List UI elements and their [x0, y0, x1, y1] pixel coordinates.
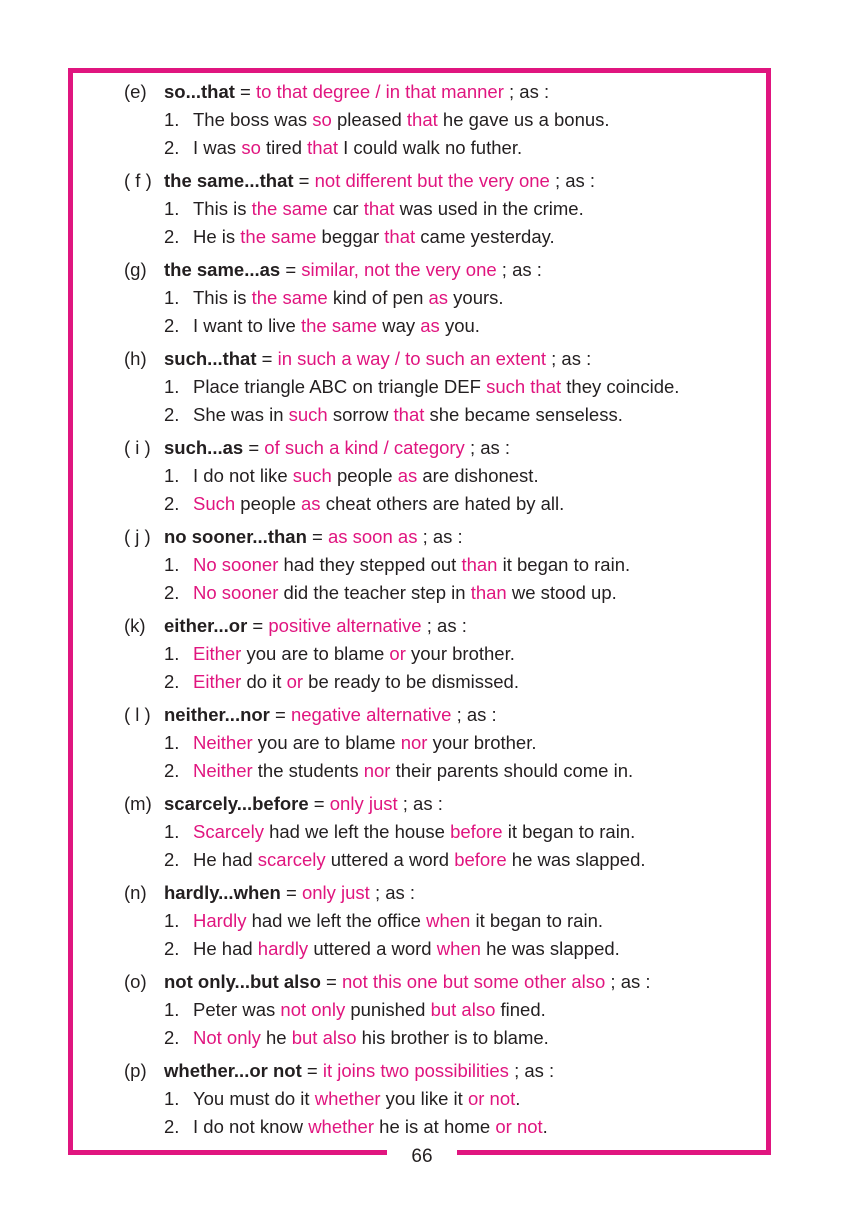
conjunction-section — [124, 434, 764, 518]
meaning-text: to that degree / in that manner — [256, 81, 504, 102]
section-label: (n) — [124, 882, 147, 903]
example-number: 2. — [164, 582, 180, 603]
highlighted-word: as — [420, 315, 440, 336]
highlighted-word: as — [301, 493, 321, 514]
highlighted-word: before — [454, 849, 507, 870]
example-sentence — [124, 640, 764, 668]
highlighted-word: or — [389, 643, 406, 664]
conjunction-section — [124, 968, 764, 1052]
example-number: 2. — [164, 849, 180, 870]
example-sentence — [124, 195, 764, 223]
meaning-text: as soon as — [327, 526, 418, 547]
sentence-text: it began to rain. — [497, 554, 631, 575]
section-label: (k) — [124, 615, 146, 636]
sentence-text: . — [515, 1088, 521, 1109]
sentence-text: You must do it — [193, 1088, 315, 1109]
sentence-text: he was slapped. — [506, 849, 646, 870]
meaning-text: not this one but some other also — [342, 971, 606, 992]
page-number: 66 — [387, 1145, 456, 1169]
conjunction-section — [124, 879, 764, 963]
sentence-text: I could walk no futher. — [338, 137, 523, 158]
conjunction-term: whether...or not — [164, 1060, 302, 1081]
sentence-text: uttered a word — [325, 849, 455, 870]
example-number: 1. — [164, 999, 180, 1020]
example-number: 2. — [164, 137, 180, 158]
conjunction-section — [124, 523, 764, 607]
highlighted-word: than — [470, 582, 507, 603]
sentence-text: I do not like — [193, 465, 293, 486]
sentence-text: he was slapped. — [480, 938, 620, 959]
highlighted-word: the same — [240, 226, 317, 247]
sentence-text: cheat others are hated by all. — [320, 493, 565, 514]
highlighted-word: or not — [495, 1116, 543, 1137]
section-header: (p) whether...or not = it joins two possibilities ; as : — [124, 1057, 764, 1085]
conjunction-section — [124, 790, 764, 874]
sentence-text: your brother. — [405, 643, 515, 664]
example-number: 2. — [164, 404, 180, 425]
highlighted-word: such — [292, 465, 332, 486]
sentence-text: He had — [193, 938, 258, 959]
conjunction-section — [124, 256, 764, 340]
section-label: ( j ) — [124, 526, 151, 547]
section-label: (g) — [124, 259, 147, 280]
example-number: 1. — [164, 910, 180, 931]
example-number: 1. — [164, 465, 180, 486]
sentence-text: had we left the office — [246, 910, 427, 931]
sentence-text: car — [327, 198, 364, 219]
page-number-area — [0, 1145, 844, 1169]
example-number: 2. — [164, 1116, 180, 1137]
example-sentence — [124, 579, 764, 607]
example-sentence — [124, 996, 764, 1024]
sentence-text: you are to blame — [241, 643, 390, 664]
meaning-text: it joins two possibilities — [322, 1060, 509, 1081]
highlighted-word: nor — [400, 732, 428, 753]
example-sentence — [124, 935, 764, 963]
highlighted-word: not only — [280, 999, 346, 1020]
sentence-text: had they stepped out — [278, 554, 462, 575]
conjunction-term: so...that — [164, 81, 235, 102]
page-content — [124, 78, 764, 1146]
section-header: ( l ) neither...nor = negative alternative ; as : — [124, 701, 764, 729]
highlighted-word: Neither — [193, 732, 253, 753]
example-sentence — [124, 134, 764, 162]
section-header: (e) so...that = to that degree / in that manner ; as : — [124, 78, 764, 106]
section-label: (h) — [124, 348, 147, 369]
example-number: 1. — [164, 643, 180, 664]
sentence-text: did the teacher step in — [278, 582, 471, 603]
example-number: 1. — [164, 1088, 180, 1109]
highlighted-word: or not — [467, 1088, 516, 1109]
example-sentence — [124, 401, 764, 429]
conjunction-term: neither...nor — [164, 704, 270, 725]
conjunction-term: the same...that — [164, 170, 294, 191]
example-sentence — [124, 668, 764, 696]
highlighted-word: that — [406, 109, 438, 130]
sentence-text: Place triangle ABC on triangle DEF — [193, 376, 487, 397]
highlighted-word: that — [307, 137, 339, 158]
sentence-text: I was — [193, 137, 242, 158]
conjunction-term: such...as — [164, 437, 244, 458]
sentence-text: Peter was — [193, 999, 281, 1020]
section-label: ( l ) — [124, 704, 151, 725]
sentence-text: He had — [193, 849, 258, 870]
highlighted-word: such that — [486, 376, 562, 397]
sentence-text: . — [542, 1116, 548, 1137]
highlighted-word: so — [241, 137, 261, 158]
highlighted-word: before — [450, 821, 503, 842]
meaning-text: only just — [301, 882, 370, 903]
sentence-text: she became senseless. — [424, 404, 623, 425]
highlighted-word: the same — [251, 198, 328, 219]
section-header: (k) either...or = positive alternative ; as : — [124, 612, 764, 640]
example-sentence — [124, 729, 764, 757]
sentence-text: I do not know — [193, 1116, 309, 1137]
section-header: ( i ) such...as = of such a kind / category ; as : — [124, 434, 764, 462]
section-header: (h) such...that = in such a way / to such an extent ; as : — [124, 345, 764, 373]
sentence-text: he is at home — [374, 1116, 496, 1137]
section-header: (m) scarcely...before = only just ; as : — [124, 790, 764, 818]
section-label: (e) — [124, 81, 147, 102]
example-sentence — [124, 907, 764, 935]
section-header: ( j ) no sooner...than = as soon as ; as : — [124, 523, 764, 551]
sentence-text: tired — [260, 137, 308, 158]
sentence-text: She was in — [193, 404, 289, 425]
meaning-text: of such a kind / category — [264, 437, 465, 458]
highlighted-word: that — [384, 226, 416, 247]
example-number: 2. — [164, 760, 180, 781]
meaning-text: in such a way / to such an extent — [277, 348, 547, 369]
highlighted-word: the same — [300, 315, 378, 336]
sentence-text: yours. — [448, 287, 504, 308]
example-sentence — [124, 551, 764, 579]
sentence-text: sorrow — [327, 404, 394, 425]
example-sentence — [124, 1085, 764, 1113]
example-sentence — [124, 818, 764, 846]
example-number: 1. — [164, 198, 180, 219]
highlighted-word: hardly — [257, 938, 309, 959]
sentence-text: their parents should come in. — [390, 760, 634, 781]
sentence-text: it began to rain. — [470, 910, 604, 931]
example-number: 1. — [164, 821, 180, 842]
highlighted-word: so — [312, 109, 332, 130]
example-sentence — [124, 106, 764, 134]
section-header: (o) not only...but also = not this one but some other also ; as : — [124, 968, 764, 996]
section-header: (g) the same...as = similar, not the very one ; as : — [124, 256, 764, 284]
example-sentence — [124, 757, 764, 785]
sentence-text: punished — [345, 999, 431, 1020]
example-number: 2. — [164, 671, 180, 692]
example-sentence — [124, 846, 764, 874]
sentence-text: pleased — [331, 109, 407, 130]
sentence-text: I want to live — [193, 315, 301, 336]
sentence-text: kind of pen — [327, 287, 429, 308]
example-sentence — [124, 284, 764, 312]
example-number: 1. — [164, 554, 180, 575]
highlighted-word: Either — [193, 643, 242, 664]
section-label: (m) — [124, 793, 152, 814]
example-number: 1. — [164, 376, 180, 397]
conjunction-term: either...or — [164, 615, 248, 636]
conjunction-section — [124, 167, 764, 251]
section-label: ( f ) — [124, 170, 152, 191]
sentence-text: This is — [193, 198, 252, 219]
sentence-text: he — [260, 1027, 292, 1048]
sentence-text: The boss was — [193, 109, 313, 130]
highlighted-word: No sooner — [193, 554, 279, 575]
highlighted-word: nor — [363, 760, 391, 781]
section-header: ( f ) the same...that = not different but the very one ; as : — [124, 167, 764, 195]
sentence-text: are dishonest. — [417, 465, 539, 486]
conjunction-section — [124, 612, 764, 696]
highlighted-word: Not only — [193, 1027, 261, 1048]
highlighted-word: No sooner — [193, 582, 279, 603]
conjunction-term: the same...as — [164, 259, 281, 280]
highlighted-word: whether — [308, 1116, 375, 1137]
section-header: (n) hardly...when = only just ; as : — [124, 879, 764, 907]
example-sentence — [124, 462, 764, 490]
sentence-text: he gave us a bonus. — [437, 109, 610, 130]
conjunction-term: scarcely...before — [164, 793, 309, 814]
highlighted-word: but also — [291, 1027, 357, 1048]
example-sentence — [124, 312, 764, 340]
sentence-text: you like it — [380, 1088, 468, 1109]
sentence-text: you are to blame — [252, 732, 401, 753]
highlighted-word: Hardly — [193, 910, 247, 931]
example-sentence — [124, 490, 764, 518]
section-label: ( i ) — [124, 437, 151, 458]
meaning-text: positive alternative — [268, 615, 422, 636]
meaning-text: similar, not the very one — [301, 259, 497, 280]
sentence-text: we stood up. — [506, 582, 617, 603]
highlighted-word: or — [286, 671, 304, 692]
section-label: (o) — [124, 971, 147, 992]
sentence-text: This is — [193, 287, 252, 308]
meaning-text: only just — [329, 793, 398, 814]
example-number: 2. — [164, 1027, 180, 1048]
highlighted-word: as — [397, 465, 418, 486]
highlighted-word: that — [363, 198, 395, 219]
example-number: 1. — [164, 109, 180, 130]
sentence-text: do it — [241, 671, 287, 692]
meaning-text: negative alternative — [290, 704, 452, 725]
example-number: 2. — [164, 315, 180, 336]
example-number: 1. — [164, 287, 180, 308]
sentence-text: fined. — [495, 999, 546, 1020]
sentence-text: you. — [439, 315, 480, 336]
sentence-text: they coincide. — [561, 376, 680, 397]
example-sentence — [124, 1113, 764, 1141]
conjunction-term: not only...but also — [164, 971, 321, 992]
highlighted-word: but also — [430, 999, 496, 1020]
sentence-text: it began to rain. — [502, 821, 636, 842]
example-number: 2. — [164, 938, 180, 959]
sentence-text: beggar — [316, 226, 385, 247]
highlighted-word: Neither — [193, 760, 253, 781]
meaning-text: not different but the very one — [314, 170, 550, 191]
sentence-text: He is — [193, 226, 241, 247]
highlighted-word: scarcely — [257, 849, 326, 870]
highlighted-word: such — [288, 404, 328, 425]
sentence-text: uttered a word — [308, 938, 437, 959]
example-sentence — [124, 1024, 764, 1052]
highlighted-word: Such — [193, 493, 236, 514]
highlighted-word: that — [393, 404, 425, 425]
sentence-text: people — [331, 465, 398, 486]
conjunction-term: hardly...when — [164, 882, 281, 903]
conjunction-section — [124, 345, 764, 429]
highlighted-word: the same — [251, 287, 328, 308]
example-sentence — [124, 373, 764, 401]
section-label: (p) — [124, 1060, 147, 1081]
sentence-text: way — [377, 315, 421, 336]
example-number: 2. — [164, 226, 180, 247]
sentence-text: was used in the crime. — [394, 198, 584, 219]
highlighted-word: when — [436, 938, 481, 959]
conjunction-section — [124, 701, 764, 785]
highlighted-word: whether — [314, 1088, 381, 1109]
sentence-text: people — [235, 493, 302, 514]
example-number: 2. — [164, 493, 180, 514]
example-number: 1. — [164, 732, 180, 753]
conjunction-term: such...that — [164, 348, 257, 369]
sentence-text: came yesterday. — [415, 226, 555, 247]
highlighted-word: when — [426, 910, 471, 931]
conjunction-term: no sooner...than — [164, 526, 307, 547]
sentence-text: be ready to be dismissed. — [303, 671, 519, 692]
sentence-text: your brother. — [427, 732, 537, 753]
highlighted-word: Scarcely — [193, 821, 264, 842]
conjunction-section — [124, 78, 764, 162]
sentence-text: had we left the house — [263, 821, 451, 842]
highlighted-word: as — [428, 287, 449, 308]
highlighted-word: Either — [193, 671, 242, 692]
sentence-text: his brother is to blame. — [356, 1027, 549, 1048]
highlighted-word: than — [461, 554, 498, 575]
conjunction-section — [124, 1057, 764, 1141]
example-sentence — [124, 223, 764, 251]
sentence-text: the students — [252, 760, 364, 781]
